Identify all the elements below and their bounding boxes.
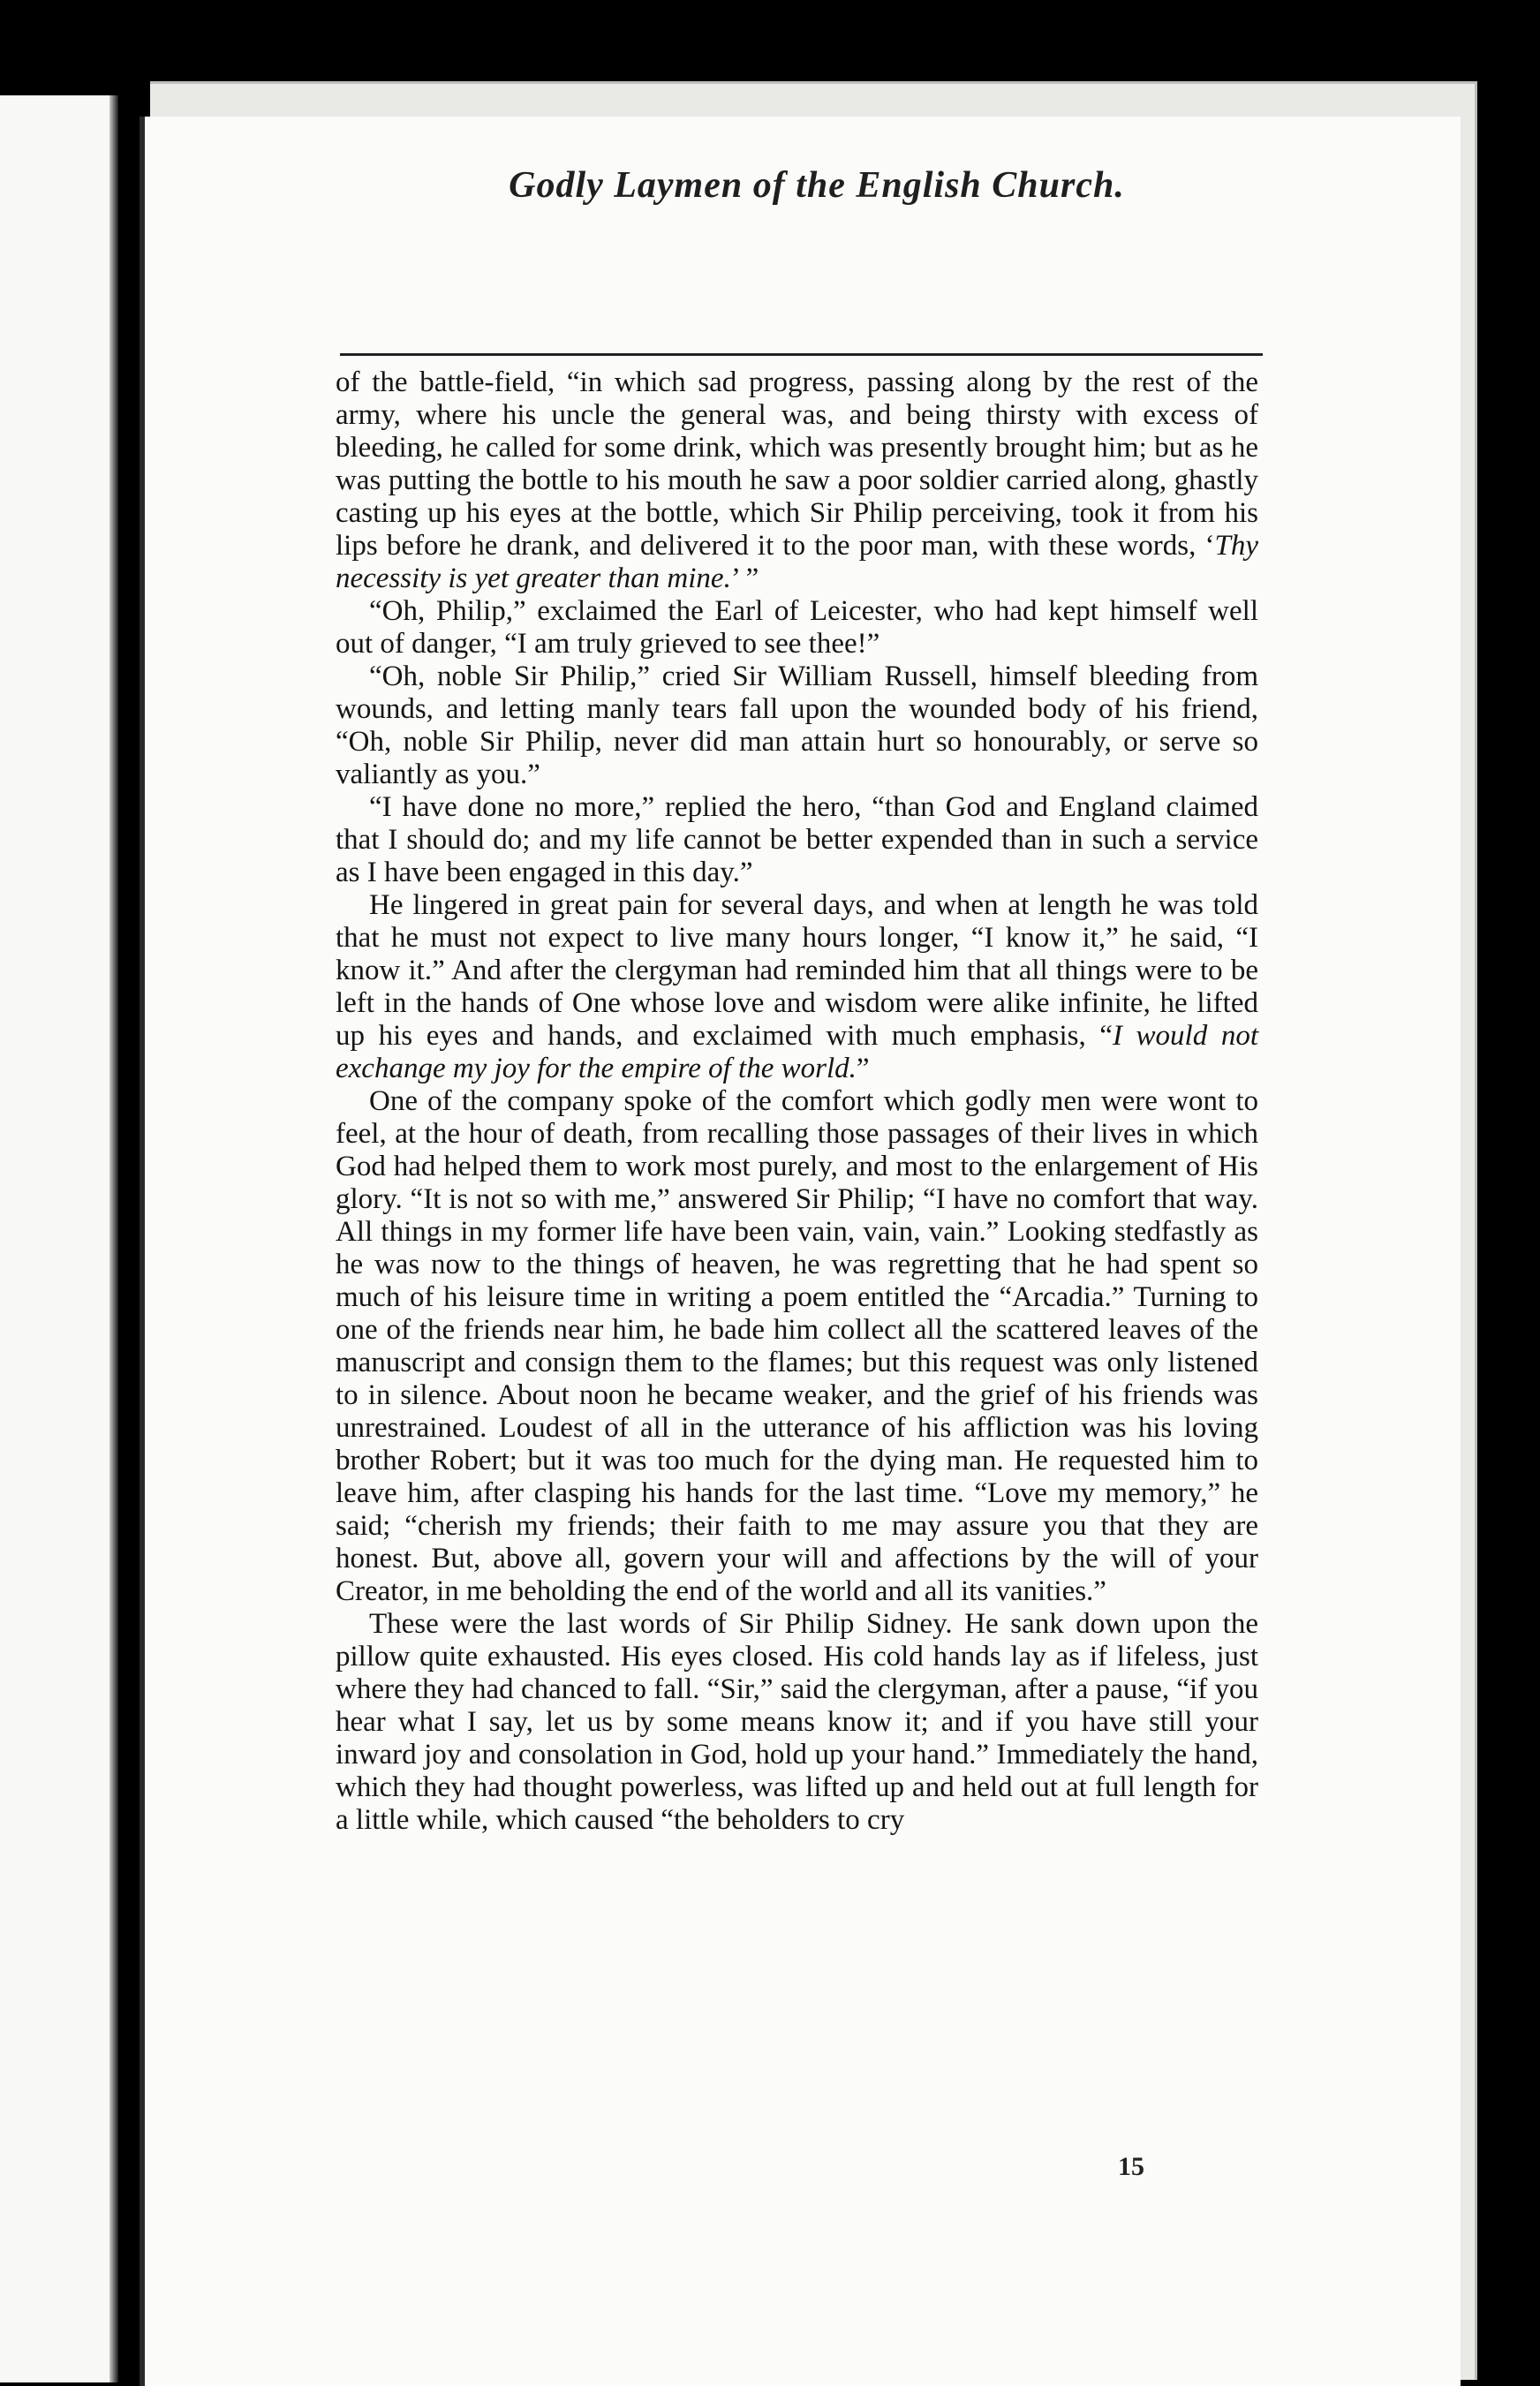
paragraph	[336, 1085, 1258, 1608]
paragraph	[336, 889, 1258, 1085]
header-rule	[340, 353, 1263, 356]
body-text	[336, 366, 1258, 1837]
text-run: “Oh, noble Sir Philip,” cried Sir William Russell, himself bleeding from wounds, and letting manly tears fall upon the wounded body of his friend, “Oh, noble Sir Philip, never did man attain hurt so honourably, or serve so valiantly as you.”	[336, 661, 1258, 790]
text-run: One of the company spoke of the comfort which godly men were wont to feel, at the hour of death, from recalling those passages of their lives in which God had helped them to work most purely, and most to the enlargement of His glory. “It is not so with me,” answered Sir Philip; “I have no comfort that way. All things in my former life have been vain, vain, vain.” Looking stedfastly as he was now to the things of heaven, he was regretting that he had spent so much of his leisure time in writing a poem entitled the “Arcadia.” Turning to one of the friends near him, he bade him collect all the scattered leaves of the manuscript and consign them to the flames; but this request was only listened to in silence. About noon he became weaker, and the grief of his friends was unrestrained. Loudest of all in the utterance of his affliction was his loving brother Robert; but it was too much for the dying man. He requested him to leave him, after clasping his hands for the last time. “Love my memory,” he said; “cherish my friends; their faith to me may assure you that they are honest. But, above all, govern your will and affections by the will of your Creator, in me beholding the end of the world and all its vanities.”	[336, 1085, 1258, 1607]
text-run: of the battle-field, “in which sad progress, passing along by the rest of the army, where his uncle the general was, and being thirsty with excess of bleeding, he called for some drink, which was presently brought him; but as he was putting the bottle to his mouth he saw a poor soldier carried along, ghastly casting up his eyes at the bottle, which Sir Philip perceiving, took it from his lips before he drank, and delivered it to the poor man, with these words, ‘	[336, 366, 1258, 562]
page-number: 15	[1118, 2152, 1144, 2181]
paragraph	[336, 661, 1258, 791]
running-head: Godly Laymen of the English Church.	[509, 165, 1125, 206]
paragraph	[336, 595, 1258, 661]
facing-page-edge	[0, 95, 118, 2382]
paragraph	[336, 366, 1258, 595]
binding-gutter	[109, 95, 118, 2382]
text-run: ”	[856, 1053, 870, 1084]
italic-quotation: Thy necessity is yet greater than mine.	[336, 530, 1258, 594]
text-run: “I have done no more,” replied the hero, “than God and England claimed that I should do; and my life cannot be better expended than in such a service as I have been engaged in this day.”	[336, 791, 1258, 888]
italic-quotation: I would not exchange my joy for the empire of the world.	[336, 1020, 1258, 1084]
text-run: “Oh, Philip,” exclaimed the Earl of Leicester, who had kept himself well out of danger, “I am truly grieved to see thee!”	[336, 595, 1258, 660]
paragraph	[336, 1608, 1258, 1837]
text-run: ’ ”	[730, 563, 759, 594]
text-run: These were the last words of Sir Philip Sidney. He sank down upon the pillow quite exhausted. His eyes closed. His cold hands lay as if lifeless, just where they had chanced to fall. “Sir,” said the clergyman, after a pause, “if you hear what I say, let us by some means know it; and if you have still your inward joy and consolation in God, hold up your hand.” Immediately the hand, which they had thought powerless, was lifted up and held out at full length for a little while, which caused “the beholders to cry	[336, 1608, 1258, 1836]
text-run: He lingered in great pain for several days, and when at length he was told that he must not expect to live many hours longer, “I know it,” he said, “I know it.” And after the clergyman had reminded him that all things were to be left in the hands of One whose love and wisdom were alike infinite, he lifted up his eyes and hands, and exclaimed with much emphasis, “	[336, 889, 1258, 1052]
paragraph	[336, 791, 1258, 889]
